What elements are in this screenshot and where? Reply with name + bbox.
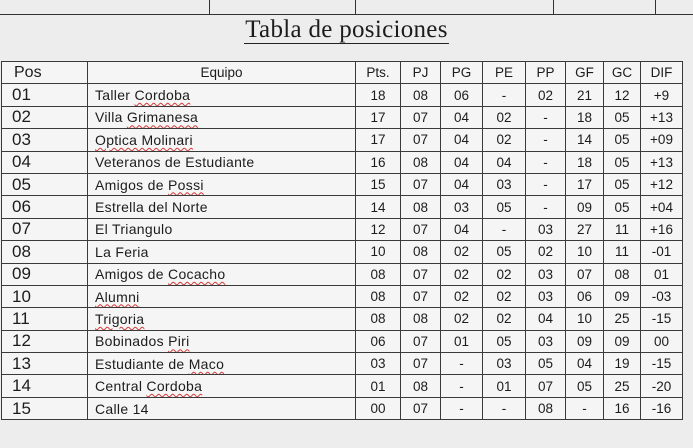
- pe-cell: -: [483, 84, 526, 106]
- gc-cell: 12: [604, 84, 641, 106]
- dif-cell: +16: [641, 218, 683, 240]
- pp-cell: -: [526, 129, 566, 151]
- pj-cell: 07: [401, 129, 441, 151]
- table-edge-divider: [655, 0, 656, 14]
- table-row: [2, 241, 683, 263]
- team-cell: [88, 397, 356, 419]
- dif-cell: -20: [641, 375, 683, 397]
- pp-cell: 02: [526, 241, 566, 263]
- team-cell: [88, 173, 356, 195]
- pj-cell: 07: [401, 263, 441, 285]
- pts-cell: 08: [356, 308, 401, 330]
- dif-cell: +04: [641, 196, 683, 218]
- table-edge-divider: [553, 0, 554, 14]
- pg-cell: 06: [441, 84, 483, 106]
- gc-cell: 08: [604, 263, 641, 285]
- pe-cell: 02: [483, 308, 526, 330]
- team-name-spellcheck: Maco: [188, 355, 225, 372]
- gc-cell: 25: [604, 308, 641, 330]
- gf-cell: 10: [566, 308, 604, 330]
- team-cell: [88, 151, 356, 173]
- previous-table-edge: [0, 0, 693, 15]
- gf-cell: 09: [566, 196, 604, 218]
- table-row: [2, 263, 683, 285]
- pos-cell: 15: [2, 397, 88, 419]
- pp-cell: -: [526, 151, 566, 173]
- pg-cell: 04: [441, 218, 483, 240]
- team-name-spellcheck: Cocacho: [168, 266, 226, 283]
- standings-table: [1, 61, 683, 420]
- table-row: [2, 106, 683, 128]
- gf-cell: 07: [566, 263, 604, 285]
- pts-cell: 17: [356, 129, 401, 151]
- standings-body: [2, 84, 683, 420]
- pe-cell: 02: [483, 129, 526, 151]
- pp-cell: -: [526, 106, 566, 128]
- pts-cell: 08: [356, 263, 401, 285]
- gc-cell: 16: [604, 397, 641, 419]
- team-name-spellcheck: Grimanesa: [126, 109, 199, 126]
- dif-cell: 01: [641, 263, 683, 285]
- gf-cell: 21: [566, 84, 604, 106]
- pj-cell: 07: [401, 397, 441, 419]
- dif-cell: 00: [641, 330, 683, 352]
- pos-cell: 02: [2, 106, 88, 128]
- table-row: [2, 285, 683, 307]
- pj-cell: 08: [401, 196, 441, 218]
- dif-cell: -16: [641, 397, 683, 419]
- gf-cell: 18: [566, 106, 604, 128]
- pp-cell: 03: [526, 285, 566, 307]
- pj-cell: 07: [401, 173, 441, 195]
- header-gf: GF: [566, 62, 604, 84]
- pj-cell: 07: [401, 218, 441, 240]
- table-title-wrap: [0, 16, 693, 44]
- gf-cell: 09: [566, 330, 604, 352]
- pg-cell: 03: [441, 196, 483, 218]
- pe-cell: 01: [483, 375, 526, 397]
- team-name: El Triangulo: [95, 221, 173, 238]
- dif-cell: +09: [641, 129, 683, 151]
- pg-cell: 01: [441, 330, 483, 352]
- pts-cell: 12: [356, 218, 401, 240]
- team-name: Amigos de: [95, 266, 169, 283]
- pts-cell: 00: [356, 397, 401, 419]
- header-row: [2, 62, 683, 84]
- team-cell: [88, 308, 356, 330]
- pe-cell: 05: [483, 196, 526, 218]
- table-title: Tabla de posiciones: [245, 16, 448, 43]
- team-cell: [88, 196, 356, 218]
- pp-cell: 05: [526, 353, 566, 375]
- dif-cell: -15: [641, 308, 683, 330]
- pts-cell: 08: [356, 285, 401, 307]
- dif-cell: +13: [641, 151, 683, 173]
- pg-cell: -: [441, 353, 483, 375]
- team-name: La Feria: [95, 243, 149, 260]
- gf-cell: 18: [566, 151, 604, 173]
- pe-cell: -: [483, 397, 526, 419]
- pj-cell: 08: [401, 308, 441, 330]
- pp-cell: 02: [526, 84, 566, 106]
- pp-cell: -: [526, 196, 566, 218]
- dif-cell: +12: [641, 173, 683, 195]
- team-cell: [88, 375, 356, 397]
- header-dif: DIF: [641, 62, 683, 84]
- pos-cell: 14: [2, 375, 88, 397]
- pos-cell: 10: [2, 285, 88, 307]
- table-row: [2, 330, 683, 352]
- pe-cell: 04: [483, 151, 526, 173]
- pts-cell: 14: [356, 196, 401, 218]
- pj-cell: 07: [401, 285, 441, 307]
- pe-cell: 02: [483, 263, 526, 285]
- header-pp: PP: [526, 62, 566, 84]
- header-pj: PJ: [401, 62, 441, 84]
- team-name-spellcheck: Alumni: [95, 288, 140, 305]
- pts-cell: 18: [356, 84, 401, 106]
- pos-cell: 01: [2, 84, 88, 106]
- pe-cell: 02: [483, 106, 526, 128]
- pj-cell: 08: [401, 375, 441, 397]
- header-pe: PE: [483, 62, 526, 84]
- pe-cell: 03: [483, 353, 526, 375]
- gc-cell: 09: [604, 330, 641, 352]
- pj-cell: 07: [401, 106, 441, 128]
- pp-cell: 07: [526, 375, 566, 397]
- gc-cell: 05: [604, 196, 641, 218]
- gc-cell: 19: [604, 353, 641, 375]
- header-pos: Pos: [2, 62, 88, 84]
- pos-cell: 03: [2, 129, 88, 151]
- pp-cell: 08: [526, 397, 566, 419]
- pg-cell: 02: [441, 263, 483, 285]
- pg-cell: 04: [441, 173, 483, 195]
- team-name: Estudiante de: [95, 355, 189, 372]
- team-name: Villa: [95, 109, 127, 126]
- team-name-spellcheck: Possi: [168, 176, 204, 193]
- team-name: Bobinados: [95, 333, 169, 350]
- pg-cell: 04: [441, 106, 483, 128]
- team-cell: [88, 353, 356, 375]
- gc-cell: 09: [604, 285, 641, 307]
- team-name-spellcheck: Optica Molinari: [95, 131, 193, 148]
- pos-cell: 04: [2, 151, 88, 173]
- dif-cell: -15: [641, 353, 683, 375]
- gf-cell: 10: [566, 241, 604, 263]
- pg-cell: 04: [441, 129, 483, 151]
- team-cell: [88, 241, 356, 263]
- table-row: [2, 84, 683, 106]
- pe-cell: -: [483, 218, 526, 240]
- table-row: [2, 196, 683, 218]
- gf-cell: -: [566, 397, 604, 419]
- dif-cell: +9: [641, 84, 683, 106]
- header-gc: GC: [604, 62, 641, 84]
- table-row: [2, 218, 683, 240]
- pts-cell: 17: [356, 106, 401, 128]
- pos-cell: 09: [2, 263, 88, 285]
- pj-cell: 08: [401, 84, 441, 106]
- pos-cell: 07: [2, 218, 88, 240]
- pos-cell: 06: [2, 196, 88, 218]
- gf-cell: 27: [566, 218, 604, 240]
- table-row: [2, 151, 683, 173]
- team-name-spellcheck: Cordoba: [134, 87, 191, 104]
- team-name: Veteranos de Estudiante: [95, 154, 255, 171]
- gf-cell: 17: [566, 173, 604, 195]
- pe-cell: 02: [483, 285, 526, 307]
- header-pg: PG: [441, 62, 483, 84]
- table-row: [2, 353, 683, 375]
- gc-cell: 05: [604, 173, 641, 195]
- header-team: Equipo: [88, 62, 356, 84]
- pj-cell: 08: [401, 241, 441, 263]
- team-cell: [88, 285, 356, 307]
- pts-cell: 03: [356, 353, 401, 375]
- table-edge-divider: [355, 0, 356, 14]
- table-row: [2, 173, 683, 195]
- gf-cell: 04: [566, 353, 604, 375]
- gf-cell: 14: [566, 129, 604, 151]
- gc-cell: 11: [604, 241, 641, 263]
- table-edge-divider: [209, 0, 210, 14]
- team-cell: [88, 263, 356, 285]
- pg-cell: 02: [441, 308, 483, 330]
- pg-cell: 02: [441, 285, 483, 307]
- pe-cell: 05: [483, 330, 526, 352]
- dif-cell: -01: [641, 241, 683, 263]
- table-row: [2, 129, 683, 151]
- pts-cell: 10: [356, 241, 401, 263]
- team-cell: [88, 84, 356, 106]
- team-name: Estrella del Norte: [95, 199, 208, 216]
- team-name: Central: [95, 378, 147, 395]
- pp-cell: 03: [526, 263, 566, 285]
- team-name: Taller: [95, 87, 135, 104]
- pts-cell: 16: [356, 151, 401, 173]
- team-name: Calle 14: [95, 400, 149, 417]
- pts-cell: 15: [356, 173, 401, 195]
- pg-cell: -: [441, 397, 483, 419]
- pts-cell: 01: [356, 375, 401, 397]
- pp-cell: 03: [526, 330, 566, 352]
- dif-cell: +13: [641, 106, 683, 128]
- pg-cell: 04: [441, 151, 483, 173]
- table-row: [2, 308, 683, 330]
- gc-cell: 05: [604, 106, 641, 128]
- team-cell: [88, 129, 356, 151]
- team-cell: [88, 218, 356, 240]
- pg-cell: 02: [441, 241, 483, 263]
- pos-cell: 05: [2, 173, 88, 195]
- pos-cell: 08: [2, 241, 88, 263]
- team-cell: [88, 106, 356, 128]
- pos-cell: 11: [2, 308, 88, 330]
- pj-cell: 07: [401, 330, 441, 352]
- gc-cell: 11: [604, 218, 641, 240]
- pos-cell: 13: [2, 353, 88, 375]
- dif-cell: -03: [641, 285, 683, 307]
- gc-cell: 25: [604, 375, 641, 397]
- table-row: [2, 397, 683, 419]
- table-row: [2, 375, 683, 397]
- pe-cell: 05: [483, 241, 526, 263]
- pj-cell: 08: [401, 151, 441, 173]
- pts-cell: 06: [356, 330, 401, 352]
- pj-cell: 07: [401, 353, 441, 375]
- team-name-spellcheck: Piri: [168, 333, 190, 350]
- pg-cell: -: [441, 375, 483, 397]
- pos-cell: 12: [2, 330, 88, 352]
- gf-cell: 06: [566, 285, 604, 307]
- gc-cell: 05: [604, 129, 641, 151]
- team-name-spellcheck: Trigoria: [95, 310, 145, 327]
- pp-cell: 04: [526, 308, 566, 330]
- team-name-spellcheck: Cordoba: [146, 378, 203, 395]
- gc-cell: 05: [604, 151, 641, 173]
- pp-cell: 03: [526, 218, 566, 240]
- pp-cell: -: [526, 173, 566, 195]
- header-pts: Pts.: [356, 62, 401, 84]
- gf-cell: 05: [566, 375, 604, 397]
- team-name: Amigos de: [95, 176, 169, 193]
- pe-cell: 03: [483, 173, 526, 195]
- team-cell: [88, 330, 356, 352]
